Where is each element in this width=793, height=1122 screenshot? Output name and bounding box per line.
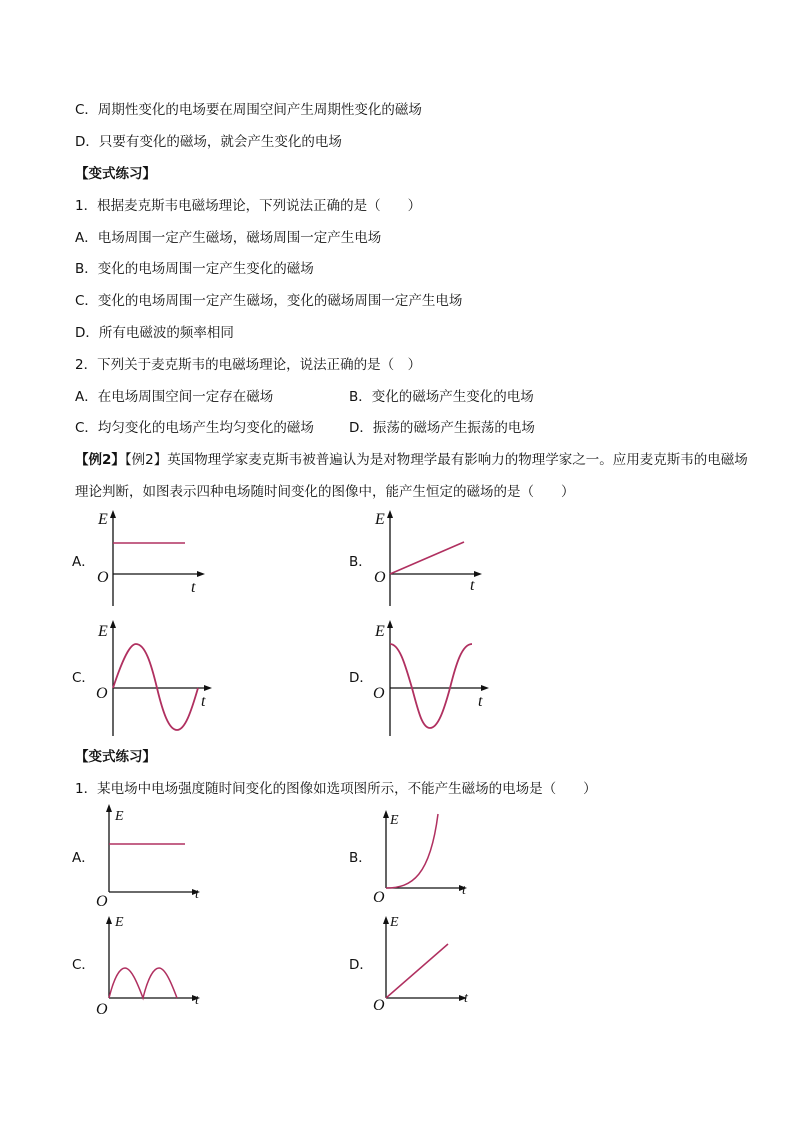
option-c-text: C．周期性变化的电场要在周围空间产生周期性变化的磁场 — [75, 102, 422, 118]
linear-field-line — [386, 944, 448, 998]
e-label: E — [98, 623, 108, 640]
example-2-tag: 【例2】 — [75, 452, 125, 468]
section-heading-2: 【变式练习】 — [75, 749, 156, 765]
o-label: O — [96, 685, 108, 702]
p-option-a-label: A． — [72, 850, 95, 866]
o-label: O — [373, 997, 385, 1014]
ex2-option-b-label: B． — [349, 554, 372, 570]
p-graph-d — [372, 912, 492, 1022]
option-d-text: D．只要有变化的磁场，就会产生变化的电场 — [75, 134, 342, 150]
t-label: t — [201, 693, 206, 710]
sine-curve — [113, 644, 198, 730]
question-1-text: 1．根据麦克斯韦电磁场理论，下列说法正确的是（ ） — [75, 198, 422, 214]
ex2-option-d-label: D． — [349, 670, 373, 686]
question-1b-text: 1．某电场中电场强度随时间变化的图像如选项图所示，不能产生磁场的电场是（ ） — [75, 781, 597, 797]
e-axis-arrow — [110, 510, 116, 518]
p-option-d-label: D． — [349, 957, 373, 973]
q2-option-c: C．均匀变化的电场产生均匀变化的磁场 — [75, 420, 314, 436]
rectified-sine-curve — [109, 968, 177, 998]
ex2-graph-a — [95, 508, 215, 608]
e-label: E — [375, 511, 385, 528]
ex2-graph-d — [372, 618, 502, 738]
p-graph-a — [95, 800, 215, 910]
e-label: E — [375, 623, 385, 640]
p-option-b-label: B． — [349, 850, 372, 866]
o-label: O — [97, 569, 109, 586]
t-axis-arrow — [197, 571, 205, 577]
p-graph-b — [372, 806, 492, 906]
p-option-c-label: C． — [72, 957, 95, 973]
t-label: t — [191, 579, 196, 596]
example-2-text-cont: 理论判断，如图表示四种电场随时间变化的图像中，能产生恒定的磁场的是（ ） — [75, 484, 575, 500]
t-label: t — [470, 577, 475, 594]
e-label: E — [390, 813, 399, 828]
t-label: t — [195, 993, 199, 1008]
o-label: O — [373, 685, 385, 702]
question-2-text: 2．下列关于麦克斯韦的电磁场理论，说法正确的是（ ） — [75, 357, 422, 373]
e-label: E — [115, 915, 124, 930]
ex2-option-a-label: A． — [72, 554, 95, 570]
e-label: E — [390, 915, 399, 930]
o-label: O — [374, 569, 386, 586]
q1-option-a: A．电场周围一定产生磁场，磁场周围一定产生电场 — [75, 230, 382, 246]
q1-option-b: B．变化的电场周围一定产生变化的磁场 — [75, 261, 314, 277]
cosine-curve — [390, 644, 472, 728]
q1-option-d: D．所有电磁波的频率相同 — [75, 325, 234, 341]
p-graph-c — [95, 912, 215, 1022]
t-label: t — [195, 887, 199, 902]
o-label: O — [96, 893, 108, 910]
t-label: t — [478, 693, 483, 710]
example-2-text — [75, 450, 748, 470]
q2-option-d: D．振荡的磁场产生振荡的电场 — [349, 420, 535, 436]
e-label: E — [98, 511, 108, 528]
t-label: t — [462, 883, 466, 898]
ex2-graph-b — [372, 508, 492, 608]
q1-option-c: C．变化的电场周围一定产生磁场，变化的磁场周围一定产生电场 — [75, 293, 463, 309]
t-label: t — [464, 991, 468, 1006]
e-label: E — [115, 809, 124, 824]
ex2-graph-c — [95, 618, 225, 738]
ex2-option-c-label: C． — [72, 670, 95, 686]
example-2-body: 【例2】英国物理学家麦克斯韦被普遍认为是对物理学最有影响力的物理学家之一。应用麦克斯韦的电磁场 — [124, 452, 748, 468]
section-heading: 【变式练习】 — [75, 166, 156, 182]
linear-field-line — [390, 542, 464, 574]
q2-option-a: A．在电场周围空间一定存在磁场 — [75, 389, 274, 405]
q2-option-b: B．变化的磁场产生变化的电场 — [349, 389, 534, 405]
o-label: O — [96, 1001, 108, 1018]
o-label: O — [373, 889, 385, 906]
